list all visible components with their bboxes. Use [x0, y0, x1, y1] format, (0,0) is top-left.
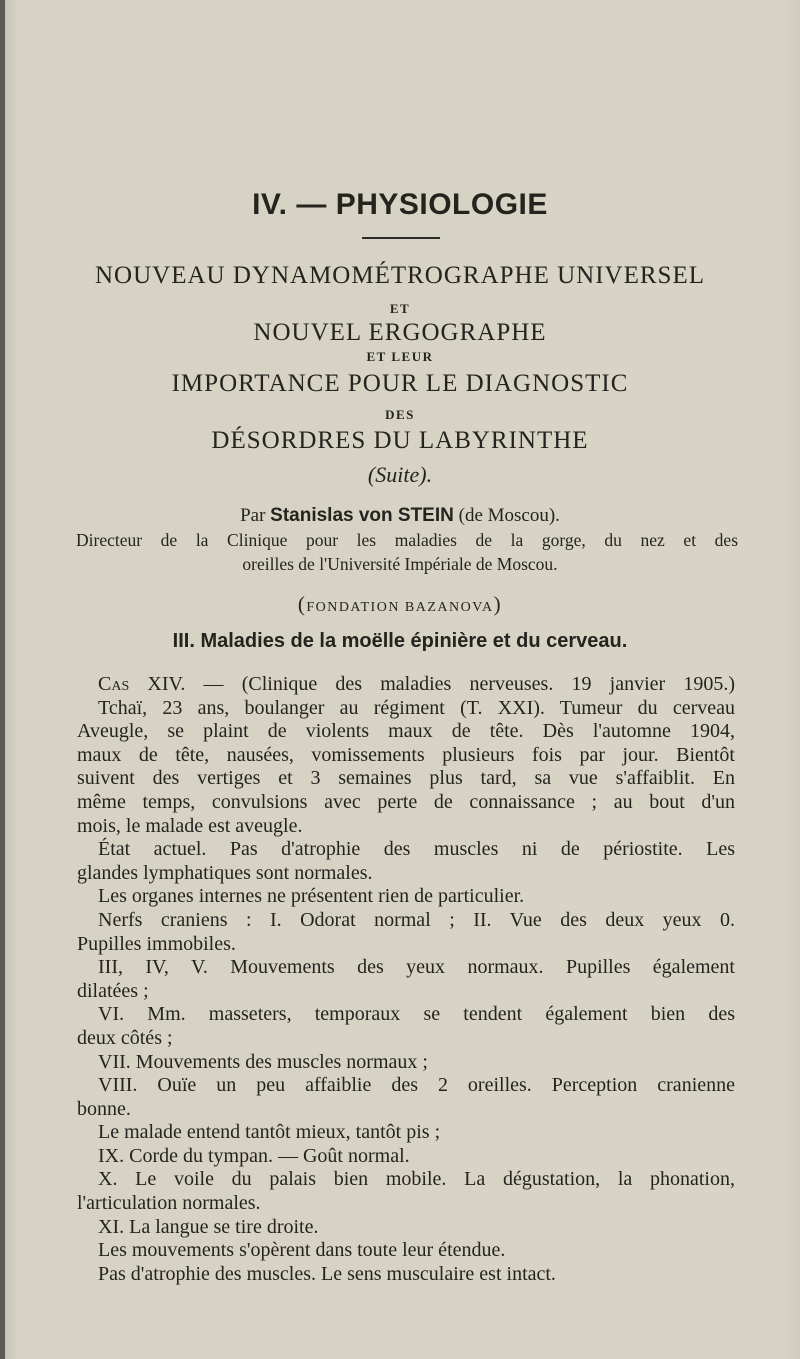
- article-title-line-2: NOUVEL ERGOGRAPHE: [253, 319, 547, 346]
- case-line: bonne.: [77, 1097, 131, 1120]
- case-line: Le malade entend tantôt mieux, tantôt pis ;: [98, 1121, 441, 1144]
- article-title-line-4: DÉSORDRES DU LABYRINTHE: [211, 427, 589, 454]
- case-line: même temps, convulsions avec perte de connaissance ; au bout d'un: [77, 790, 735, 813]
- article-title-conj-3: DES: [385, 407, 415, 422]
- case-line: IX. Corde du tympan. — Goût normal.: [98, 1144, 410, 1167]
- case-line: Les mouvements s'opèrent dans toute leur étendue.: [98, 1239, 506, 1262]
- case-line: Cas XIV. — (Clinique des maladies nerveuses. 19 janvier 1905.): [98, 673, 736, 695]
- case-line: Tchaï, 23 ans, boulanger au régiment (T. XXI). Tumeur du cerveau: [98, 696, 735, 719]
- case-line: Pupilles immobiles.: [77, 932, 236, 955]
- case-line: VII. Mouvements des muscles normaux ;: [98, 1050, 428, 1073]
- case-line: suivent des vertiges et 3 semaines plus tard, sa vue s'affaiblit. En: [77, 767, 735, 790]
- case-line: glandes lymphatiques sont normales.: [77, 861, 373, 884]
- article-title-line-1: NOUVEAU DYNAMOMÉTROGRAPHE UNIVERSEL: [95, 262, 705, 289]
- case-line: l'articulation normales.: [77, 1192, 261, 1215]
- article-title-conj-2: ET LEUR: [366, 349, 434, 364]
- affiliation-line-1: Directeur de la Clinique pour les maladies de la gorge, du nez et des: [76, 530, 738, 550]
- case-line: deux côtés ;: [77, 1026, 173, 1049]
- case-line: maux de tête, nausées, vomissements plusieurs fois par jour. Bientôt: [77, 743, 735, 766]
- case-line: XI. La langue se tire droite.: [98, 1215, 319, 1238]
- case-line: Nerfs craniens : I. Odorat normal ; II. Vue des deux yeux 0.: [98, 908, 735, 931]
- case-line: Pas d'atrophie des muscles. Le sens musculaire est intact.: [98, 1262, 556, 1285]
- case-line: dilatées ;: [77, 979, 149, 1002]
- case-line: Aveugle, se plaint de violents maux de tête. Dès l'automne 1904,: [77, 720, 735, 743]
- article-title-line-3: IMPORTANCE POUR LE DIAGNOSTIC: [171, 370, 629, 397]
- affiliation-line-2: oreilles de l'Université Impériale de Moscou.: [242, 554, 558, 574]
- case-line: X. Le voile du palais bien mobile. La dégustation, la phonation,: [98, 1168, 735, 1191]
- author-name: Stanislas von STEIN: [270, 505, 454, 526]
- article-title-conj-1: ET: [389, 301, 411, 316]
- case-line: III, IV, V. Mouvements des yeux normaux. Pupilles également: [98, 956, 735, 979]
- foundation-text: FONDATION BAZANOVA: [306, 600, 494, 615]
- author-origin: (de Moscou).: [458, 505, 560, 526]
- chapter-heading: III. Maladies de la moëlle épinière et du cerveau.: [172, 630, 628, 652]
- foundation-note: (FONDATION BAZANOVA): [297, 592, 503, 616]
- case-line: VI. Mm. masseters, temporaux se tendent également bien des: [98, 1003, 735, 1026]
- article-subtitle: (Suite).: [367, 462, 433, 487]
- case-line: mois, le malade est aveugle.: [77, 814, 303, 837]
- case-body: [77, 673, 735, 1286]
- section-title: IV. — PHYSIOLOGIE: [252, 188, 548, 221]
- case-line: Les organes internes ne présentent rien de particulier.: [98, 885, 525, 908]
- case-line: État actuel. Pas d'atrophie des muscles ni de périostite. Les: [98, 838, 735, 861]
- title-divider: [362, 237, 440, 239]
- author-line: [0, 505, 800, 527]
- case-line: VIII. Ouïe un peu affaiblie des 2 oreilles. Perception cranienne: [98, 1074, 735, 1097]
- case-label: Cas: [98, 673, 130, 695]
- author-prefix: Par: [240, 505, 266, 526]
